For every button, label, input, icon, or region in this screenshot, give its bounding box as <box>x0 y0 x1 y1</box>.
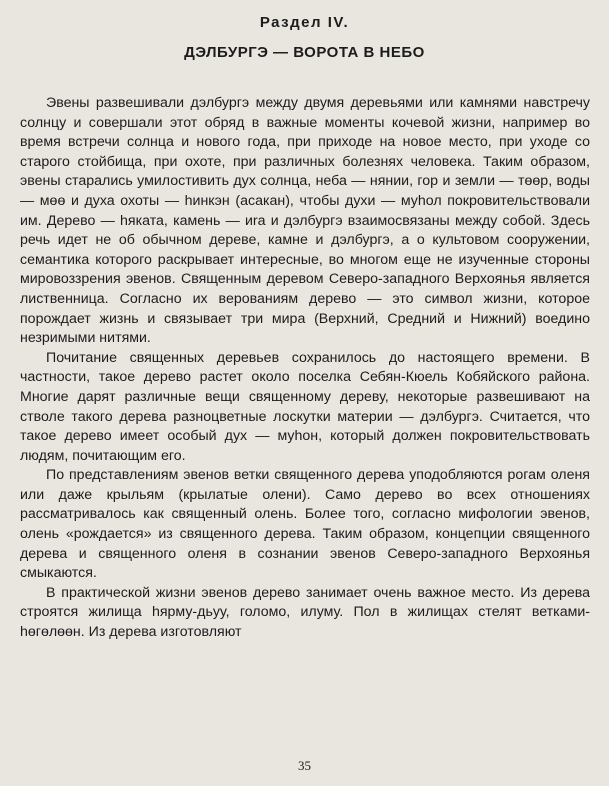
chapter-title: ДЭЛБУРГЭ — ВОРОТА В НЕБО <box>184 44 425 61</box>
paragraph: Эвены развешивали дэлбургэ между двумя деревьями или камнями навстречу солнцу и совершали этот обряд в важные моменты кочевой жизни, например во время встречи солнца и нового года, при приходе на новое место, при уходе со старого стойбища, при охоте, при различных болезнях человека. Таким образом, эвены старались умилостивить дух солнца, неба — нянии, гор и земли — төөр, воды — мөө и духа охоты — hинкэн (асакан), чтобы духи — муhол покровительствовали им. Дерево — hяката, камень — иrа и дэлбургэ взаимосвязаны между собой. Здесь речь идет не об обычном дереве, камне и дэлбургэ, а о культовом сооружении, семантика которого раскрывает интересные, во многом еще не изученные стороны мировоззрения эвенов. Священным деревом Северо-западного Верхоянья является лиственница. Согласно их верованиям дерево — это символ жизни, которое порождает жизнь и связывает три мира (Верхний, Средний и Нижний) воедино незримыми нитями. <box>20 95 590 347</box>
paragraph: В практической жизни эвенов дерево занимает очень важное место. Из дерева строятся жилища hярму-дьуу, голомо, илуму. Пол в жилищах стелят ветками-hөгөлөөн. Из дерева изготовляют <box>20 584 590 641</box>
section-label: Раздел IV. <box>259 14 350 31</box>
paragraph: По представлениям эвенов ветки священного дерева уподобляются рогам оленя или даже крыльям (крылатые олени). Само дерево во всех отношениях рассматривалось как священный олень. Более того, согласно мифологии эвенов, олень «рождается» из священного дерева. Таким образом, концепции священного дерева и священного оленя в сознании эвенов Северо-западного Верхоянья смыкаются. <box>20 467 590 582</box>
body-text <box>20 94 590 643</box>
page-number: 35 <box>298 758 311 773</box>
paragraph: Почитание священных деревьев сохранилось до настоящего времени. В частности, такое дерево растет около поселка Себян-Кюель Кобяйского района. Многие дарят различные вещи священному дереву, некоторые развешивают на стволе такого дерева разноцветные лоскутки материи — дэлбургэ. Считается, что такое дерево имеет особый дух — муhон, который должен покровительствовать людям, почитающим его. <box>20 349 590 464</box>
